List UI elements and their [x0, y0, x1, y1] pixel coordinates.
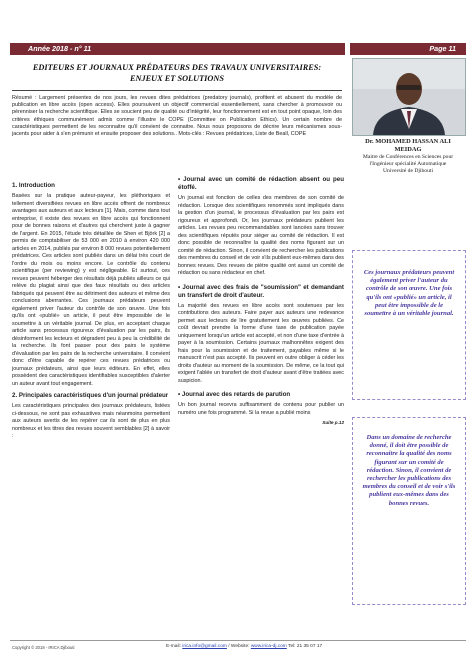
section-1-heading: 1. Introduction: [12, 182, 55, 189]
header-bar-left: [10, 43, 345, 55]
footer-copyright: Copyright © 2018 - IRICA Djibouti: [12, 645, 75, 650]
footer-contact: [166, 644, 322, 649]
bullet-3-heading: • Journal avec des retards de parution: [178, 391, 291, 398]
bullet-1-text: Un journal est fonction de celles des membres de son comité de rédaction. Lorsque des scientifiques renommés sont impliqués dans la gestion d'un journal, le processus d'évaluation par les pairs est rigoureux et approfondi. Or, les journaux prédateurs publient les articles. Les revues peu recommandables sont lancées sans trouver des scientifiques réputés pour siéger au comité de rédaction. Il est donc possible de reconnaître la qualité des noms figurant sur un comité de rédaction. Sinon, il convient de rechercher les publications des membres du conseil et de voir s'ils publient eux-mêmes dans des bonnes revues. Des revues de piètre qualité ont aussi un comité de rédaction ou sans rédacteur en chef.: [178, 195, 344, 276]
bullet-3-text: Un bon journal recevra suffisamment de contenu pour publier un numéro une fois programmé. Si la revue a publié moins: [178, 402, 344, 416]
author-block: [352, 138, 464, 175]
footer-rule: [10, 640, 466, 641]
issue-label: Année 2018 - n° 11: [28, 44, 92, 53]
author-photo: [352, 58, 466, 136]
bullet-1-heading: • Journal avec un comité de rédaction absent ou peu étoffé.: [178, 176, 344, 191]
email-label: E-mail:: [166, 644, 181, 649]
column-left: [12, 178, 170, 443]
article-title-line2: ENJEUX ET SOLUTIONS: [129, 74, 225, 83]
section-1-text: Basées sur la pratique auteur-payeur, les pléthoriques et tellement diversifiées revues en libre accès offrent de nombreux avantages aux auteurs et aux lecteurs [1]. Mais, comme dans tout entreprise, il existe des revues en libre accès qui fonctionnent pour de bonnes raisons et d'autres qui cherchent juste à gagner de l'argent. En 2015, l'étude très détaillée de Shen et Björk [2] a permis de comptabiliser de 53 000 en 2010 à environ 420 000 articles en 2014, publiés par environ 8 000 revues potentiellement prédatrices. Ces articles sont publiés dans un délai très court de l'ordre du mois ou moins encore. Le contrôle du contenu scientifique (per reviewing) y est négligeable. Et surtout, ces revues peuvent héberger des résultats déjà publiés ailleurs ce qui relève du plagiat ainsi que des faux résultats ou des articles fabriqués qui peuvent être au détriment des auteurs et même des conclusions aberrantes. Ces journaux prédateurs peuvent également priver l'auteur du contrôle de son œuvre. Une fois qu'ils ont «publié» un article, il peut être impossible de le soumettre à un véritable journal. De plus, en acceptant chaque article sans processus rigoureux d'évaluation par les pairs, ils désinforment les lecteurs et dégradent peu à peu la crédibilité de la recherche. Ils font passer pour des pairs le système d'évaluation par les pairs de la recherche universitaire. Il convient donc d'être capable de repérer ces revues prédatrices ou journaux prédateurs, ainsi que leurs éditeurs. En effet, elles possèdent des caractéristiques identifiables susceptibles d'alerter un auteur avant tout engagement.: [12, 193, 170, 387]
bullet-3-heading-text: Journal avec des retards de parution: [181, 391, 291, 398]
header-bar-right: [350, 43, 466, 55]
bullet-2-heading-text: Journal avec des frais de "soumission" et demandant un transfert de droit d'auteur.: [178, 283, 344, 299]
pull-quote-1: [352, 250, 466, 400]
title-rule: [12, 90, 342, 91]
author-affiliation: Université de Djibouti: [382, 168, 434, 174]
bullet-2-heading: • Journal avec des frais de "soumission" et demandant un transfert de droit d'auteur.: [178, 283, 344, 299]
author-portrait-icon: [353, 59, 465, 135]
section-2-text: Les caractéristiques principales des journaux prédateurs, listées ci-dessous, ne sont pas exhaustives mais néanmoins permettent aux auteurs avertis de les repérer car ils sont de plus en plus nombreux et les titres des revues souvent semblables [2] à savoir :: [12, 403, 170, 439]
article-title-line1: EDITEURS ET JOURNAUX PRÉDATEURS DES TRAVAUX UNIVERSITAIRES:: [32, 63, 322, 72]
website-link[interactable]: www.irica-dj.com: [250, 644, 287, 649]
author-name: Dr. MOHAMED HASSAN ALI MEIDAG: [365, 138, 451, 153]
bullet-2-text: La majorité des revues en libre accès sont soutenues par les contributions des auteurs. Faire payer aux auteurs une redevance permet aux lecteurs de lire gratuitement les œuvres publiées. Ce coût devrait prendre la forme d'une taxe de publication payée uniquement lorsqu'un article est accepté, et non d'une taxe d'entrée à payer à la soumission. Certains journaux malhonnêtes exigent des frais pour la soumission et de traitement, payables même si le manuscrit n'est pas accepté. Ils peuvent en outre obliger à céder les droits d'auteur au moment de la soumission. De même, ce la tout qui exigent l'ablée un transfert de droit d'auteur avant d'être traitées avec suspicion.: [178, 302, 344, 384]
bullet-1-heading-text: Journal avec un comité de rédaction absent ou peu étoffé.: [178, 176, 344, 191]
email-link[interactable]: irica.info@gmail.com: [182, 644, 227, 649]
pull-quote-1-text: Ces journaux prédateurs peuvent également priver l'auteur du contrôle de son œuvre. Une fois qu'ils ont «publié» un article, il peut être impossible de le soumettre à un véritable journal.: [363, 269, 455, 318]
continued-label: Suite p.12: [322, 420, 344, 425]
author-role: Maitre de Conférences en Sciences pour l'Ingénieur spécialité Automatique: [362, 154, 454, 167]
phone-number: Tel: 21 35 07 17: [288, 644, 323, 649]
article-title: [12, 62, 342, 90]
pull-quote-2: [352, 417, 466, 605]
column-middle: [178, 170, 344, 427]
website-label: / Website:: [228, 644, 250, 649]
page-number: Page 11: [429, 44, 456, 53]
section-2-heading: 2. Principales caractéristiques d'un journal prédateur: [12, 392, 169, 399]
pull-quote-2-text: Dans un domaine de recherche donné, il doit être possible de reconnaitre la qualité des noms figurant sur un comité de rédaction. Sinon, il convient de rechercher les publications des membres du conseil et de voir s'ils publient eux-mêmes dans des bonnes revues.: [362, 434, 456, 507]
abstract: Résumé : Largement présentes de nos jours, les revues dites prédatrices (predatory journals), profitent et abusent du modèle de publication en libre accès (open access). Elles poursuivent un objectif commercial essentiellement, sans chercher à promouvoir ou pérenniser la recherche scientifique. Elles se soucient peu de qualité ou d'intégrité, leur fonctionnement est en tout point opaque, loin des critères éthiques communément admis comme l'illustre le COPE (Committee on Publication Ethics). Un certain nombre de caractéristiques permettent de les reconnaitre qu'il convient de connaitre. Nous nous proposons de décrire leurs mécanismes sous-jacents pour aider à s'en prémunir et ensuite proposer des solutions.. Mots-clés : Revues prédatrices, Liste de Beall, COPE: [12, 95, 342, 138]
